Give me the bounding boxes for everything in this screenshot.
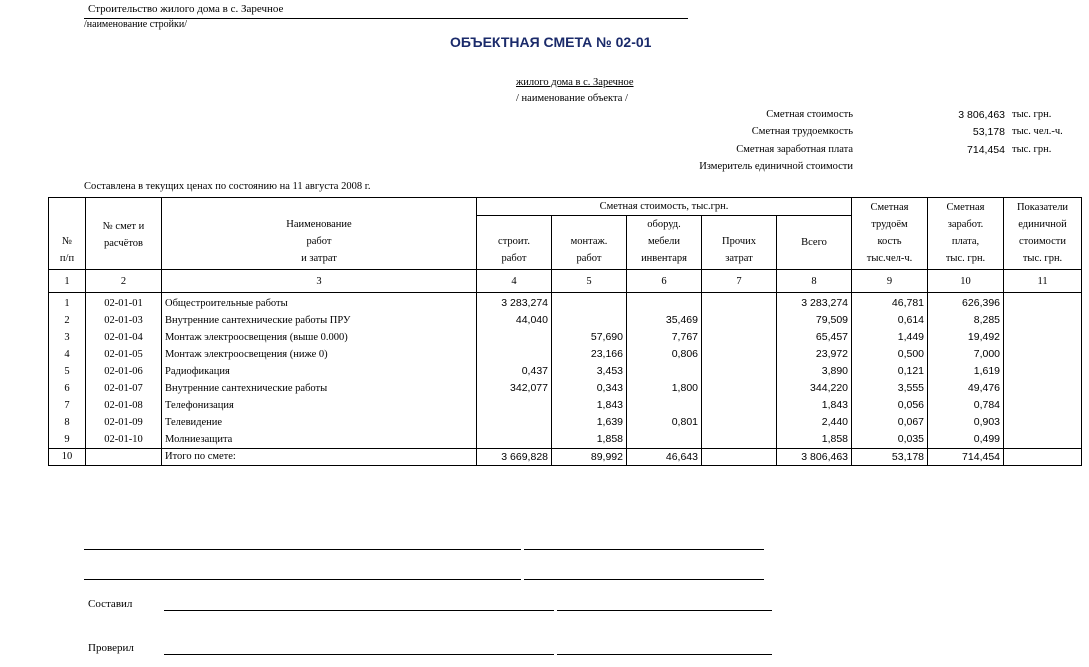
cell-equipment: 46,643 <box>627 449 702 466</box>
cell-n: 6 <box>49 380 86 397</box>
cell-wages: 0,903 <box>928 414 1004 431</box>
cell-wages: 0,784 <box>928 397 1004 414</box>
cell-unit-cost <box>1004 363 1082 380</box>
header-text: работ <box>576 253 602 264</box>
signature-line <box>524 579 764 580</box>
compiled-signature-line <box>164 610 554 611</box>
cell-wages: 19,492 <box>928 329 1004 346</box>
header-col-labor <box>852 198 928 270</box>
cell-equipment: 7,767 <box>627 329 702 346</box>
cell-total: 65,457 <box>777 329 852 346</box>
prices-note: Составлена в текущих ценах по состоянию на 11 августа 2008 г. <box>84 181 371 192</box>
cell-n: 2 <box>49 312 86 329</box>
cell-name: Внутренние сантехнические работы <box>162 380 477 397</box>
cell-installation: 1,843 <box>552 397 627 414</box>
total-row <box>49 449 1082 466</box>
cell-total: 344,220 <box>777 380 852 397</box>
cell-installation: 3,453 <box>552 363 627 380</box>
table-row <box>49 312 1082 329</box>
cell-labor: 0,035 <box>852 431 928 449</box>
cell-installation: 0,343 <box>552 380 627 397</box>
cell-labor: 1,449 <box>852 329 928 346</box>
cell-total: 2,440 <box>777 414 852 431</box>
document-title: ОБЪЕКТНАЯ СМЕТА № 02-01 <box>450 34 652 50</box>
header-col-construction <box>477 216 552 270</box>
cell-code: 02-01-06 <box>86 363 162 380</box>
summary-label-labor: Сметная трудоемкость <box>751 126 853 137</box>
header-text: монтаж. <box>570 236 608 247</box>
column-number: 5 <box>552 270 627 293</box>
header-row-group <box>49 198 1082 216</box>
header-col-other <box>702 216 777 270</box>
header-text: плата, <box>951 236 980 247</box>
cell-n: 1 <box>49 293 86 313</box>
column-number: 6 <box>627 270 702 293</box>
header-text: строит. <box>498 236 530 247</box>
cell-unit-cost <box>1004 329 1082 346</box>
summary-unit-labor: тыс. чел.-ч. <box>1012 126 1063 137</box>
cell-equipment: 35,469 <box>627 312 702 329</box>
cell-unit-cost <box>1004 346 1082 363</box>
cell-construction: 0,437 <box>477 363 552 380</box>
checked-signature-line <box>557 654 772 655</box>
header-text: оборуд. <box>647 219 681 230</box>
cell-construction <box>477 346 552 363</box>
cell-labor: 3,555 <box>852 380 928 397</box>
cell-n: 7 <box>49 397 86 414</box>
cell-code: 02-01-03 <box>86 312 162 329</box>
compiled-signature-line <box>557 610 772 611</box>
header-text: Сметная <box>946 202 985 213</box>
header-text: Наименование <box>286 219 352 230</box>
cell-name: Внутренние сантехнические работы ПРУ <box>162 312 477 329</box>
summary-label-wages: Сметная заработная плата <box>736 144 853 155</box>
summary-label-unit-meter: Измеритель единичной стоимости <box>699 161 853 172</box>
column-numbers-row <box>49 270 1082 293</box>
header-text: п/п <box>59 253 75 264</box>
cell-installation <box>552 312 627 329</box>
cell-name: Монтаж электроосвещения (выше 0.000) <box>162 329 477 346</box>
cell-unit-cost <box>1004 293 1082 313</box>
header-text: Прочих <box>722 236 756 247</box>
column-number: 11 <box>1004 270 1082 293</box>
header-text: стоимости <box>1019 236 1067 247</box>
header-text: заработ. <box>947 219 984 230</box>
cell-total: 3 806,463 <box>777 449 852 466</box>
header-text: тыс. грн. <box>945 253 986 264</box>
cell-other <box>702 431 777 449</box>
header-text: инвентаря <box>641 253 687 264</box>
cell-unit-cost <box>1004 414 1082 431</box>
cell-installation: 1,639 <box>552 414 627 431</box>
cell-wages: 0,499 <box>928 431 1004 449</box>
header-text: Сметная <box>870 202 909 213</box>
header-col-code <box>86 198 162 270</box>
summary-value-labor: 53,178 <box>972 126 1005 138</box>
cell-labor: 53,178 <box>852 449 928 466</box>
checked-signature-line <box>164 654 554 655</box>
cell-code: 02-01-09 <box>86 414 162 431</box>
cell-total: 1,843 <box>777 397 852 414</box>
cell-code: 02-01-07 <box>86 380 162 397</box>
header-col-wages <box>928 198 1004 270</box>
cell-construction: 3 669,828 <box>477 449 552 466</box>
cell-code <box>86 449 162 466</box>
cell-code: 02-01-05 <box>86 346 162 363</box>
table-row <box>49 329 1082 346</box>
header-text: работ <box>306 236 332 247</box>
object-caption: / наименование объекта / <box>516 93 628 104</box>
cell-equipment <box>627 363 702 380</box>
header-col-equipment <box>627 216 702 270</box>
summary-value-wages: 714,454 <box>967 144 1005 156</box>
header-text: тыс.чел-ч. <box>866 253 913 264</box>
cell-unit-cost <box>1004 431 1082 449</box>
cell-code: 02-01-10 <box>86 431 162 449</box>
cell-name: Телевидение <box>162 414 477 431</box>
cell-construction <box>477 329 552 346</box>
cell-construction: 342,077 <box>477 380 552 397</box>
cell-total: 3,890 <box>777 363 852 380</box>
cell-n: 8 <box>49 414 86 431</box>
header-text: № смет и <box>102 221 145 232</box>
table-row <box>49 431 1082 449</box>
header-text: расчётов <box>104 238 143 249</box>
cell-equipment: 1,800 <box>627 380 702 397</box>
cell-wages: 49,476 <box>928 380 1004 397</box>
cell-labor: 0,614 <box>852 312 928 329</box>
cell-n: 10 <box>49 449 86 466</box>
column-number: 3 <box>162 270 477 293</box>
cell-n: 5 <box>49 363 86 380</box>
cell-name: Телефонизация <box>162 397 477 414</box>
cell-total: 79,509 <box>777 312 852 329</box>
cell-other <box>702 293 777 313</box>
cell-construction <box>477 397 552 414</box>
cell-wages: 8,285 <box>928 312 1004 329</box>
estimate-table <box>48 197 1082 466</box>
header-text: трудоём <box>871 219 908 230</box>
cell-installation: 57,690 <box>552 329 627 346</box>
cell-code: 02-01-08 <box>86 397 162 414</box>
cell-other <box>702 329 777 346</box>
cell-labor: 0,500 <box>852 346 928 363</box>
column-number: 1 <box>49 270 86 293</box>
header-col-unit-cost <box>1004 198 1082 270</box>
cell-construction <box>477 414 552 431</box>
cell-construction <box>477 431 552 449</box>
header-group-cost: Сметная стоимость, тыс.грн. <box>477 198 852 216</box>
cell-other <box>702 346 777 363</box>
cell-installation: 89,992 <box>552 449 627 466</box>
header-col-name <box>162 198 477 270</box>
signature-line <box>84 549 521 550</box>
header-text: затрат <box>725 253 753 264</box>
construction-name: Строительство жилого дома в с. Заречное <box>88 3 284 15</box>
summary-unit-wages: тыс. грн. <box>1012 144 1052 155</box>
signature-line <box>84 579 521 580</box>
cell-code: 02-01-01 <box>86 293 162 313</box>
cell-wages: 714,454 <box>928 449 1004 466</box>
object-name: жилого дома в с. Заречное <box>516 77 634 88</box>
cell-installation: 23,166 <box>552 346 627 363</box>
cell-installation: 1,858 <box>552 431 627 449</box>
header-text: мебели <box>647 236 681 247</box>
header-col-total: Всего <box>777 216 852 270</box>
cell-unit-cost <box>1004 312 1082 329</box>
table-row <box>49 363 1082 380</box>
cell-equipment <box>627 293 702 313</box>
construction-caption: /наименование стройки/ <box>84 19 187 30</box>
summary-label-cost: Сметная стоимость <box>766 109 853 120</box>
header-text: единичной <box>1018 219 1067 230</box>
column-number: 8 <box>777 270 852 293</box>
checked-label: Проверил <box>88 642 134 654</box>
column-number: 4 <box>477 270 552 293</box>
cell-other <box>702 414 777 431</box>
header-col-installation <box>552 216 627 270</box>
cell-other <box>702 363 777 380</box>
cell-unit-cost <box>1004 397 1082 414</box>
cell-n: 9 <box>49 431 86 449</box>
header-col-number <box>49 198 86 270</box>
cell-equipment: 0,806 <box>627 346 702 363</box>
cell-total: 23,972 <box>777 346 852 363</box>
signature-line <box>524 549 764 550</box>
cell-installation <box>552 293 627 313</box>
cell-other <box>702 380 777 397</box>
cell-n: 4 <box>49 346 86 363</box>
cell-wages: 1,619 <box>928 363 1004 380</box>
cell-other <box>702 449 777 466</box>
cell-n: 3 <box>49 329 86 346</box>
header-text: кость <box>877 236 902 247</box>
header-text: Показатели <box>1016 202 1069 213</box>
cell-name: Итого по смете: <box>162 449 477 466</box>
table-row <box>49 346 1082 363</box>
column-number: 10 <box>928 270 1004 293</box>
cell-construction: 3 283,274 <box>477 293 552 313</box>
cell-wages: 626,396 <box>928 293 1004 313</box>
cell-equipment <box>627 431 702 449</box>
cell-wages: 7,000 <box>928 346 1004 363</box>
table-row <box>49 397 1082 414</box>
header-text: работ <box>501 253 527 264</box>
estimate-body <box>49 293 1082 449</box>
header-text: тыс. грн. <box>1022 253 1063 264</box>
cell-total: 1,858 <box>777 431 852 449</box>
cell-name: Радиофикация <box>162 363 477 380</box>
column-number: 7 <box>702 270 777 293</box>
cell-equipment: 0,801 <box>627 414 702 431</box>
table-row <box>49 380 1082 397</box>
cell-name: Общестроительные работы <box>162 293 477 313</box>
cell-labor: 0,067 <box>852 414 928 431</box>
cell-unit-cost <box>1004 380 1082 397</box>
table-row <box>49 414 1082 431</box>
compiled-label: Составил <box>88 598 133 610</box>
cell-labor: 0,056 <box>852 397 928 414</box>
cell-name: Монтаж электроосвещения (ниже 0) <box>162 346 477 363</box>
cell-labor: 0,121 <box>852 363 928 380</box>
cell-code: 02-01-04 <box>86 329 162 346</box>
cell-total: 3 283,274 <box>777 293 852 313</box>
cell-labor: 46,781 <box>852 293 928 313</box>
cell-other <box>702 397 777 414</box>
column-number: 2 <box>86 270 162 293</box>
table-row <box>49 293 1082 313</box>
cell-construction: 44,040 <box>477 312 552 329</box>
header-text: и затрат <box>301 253 337 264</box>
summary-unit-cost: тыс. грн. <box>1012 109 1052 120</box>
column-number: 9 <box>852 270 928 293</box>
header-text: № <box>61 236 73 247</box>
cell-equipment <box>627 397 702 414</box>
cell-other <box>702 312 777 329</box>
cell-name: Молниезащита <box>162 431 477 449</box>
cell-unit-cost <box>1004 449 1082 466</box>
summary-value-cost: 3 806,463 <box>958 109 1005 121</box>
